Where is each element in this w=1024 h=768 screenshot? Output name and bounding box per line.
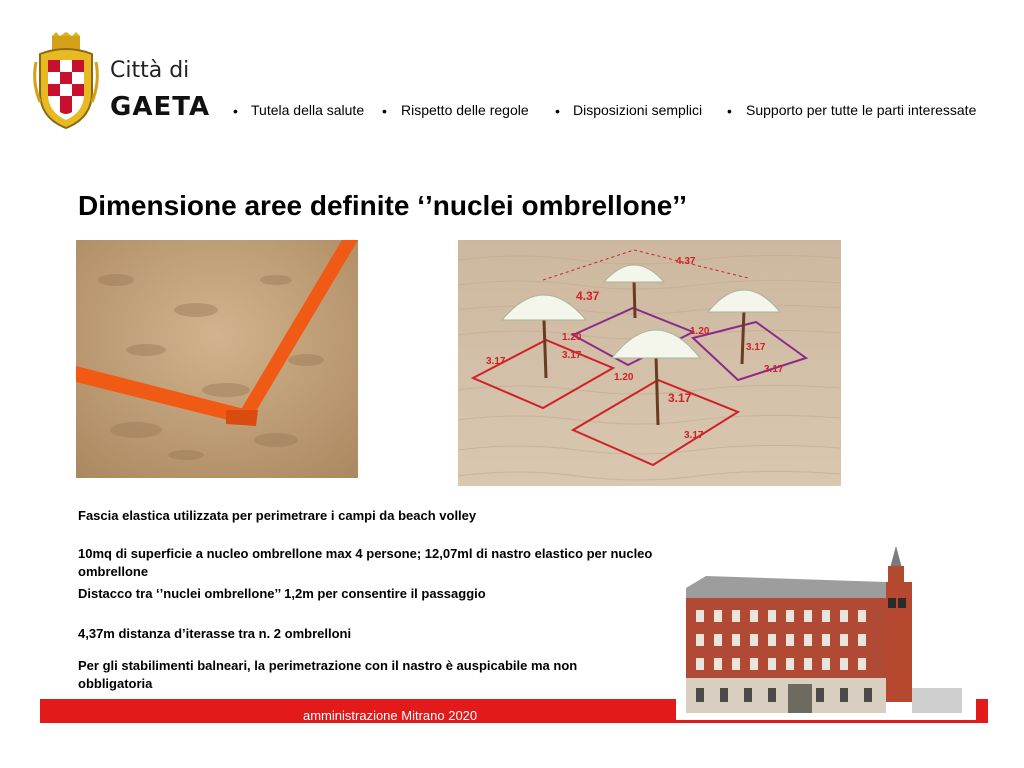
nav-item-tutela: Tutela della salute [251,102,365,118]
nav-item-disposizioni: Disposizioni semplici [573,102,703,118]
gap-label: 1.20 [614,372,634,383]
umbrella-layout-diagram [458,240,841,486]
gap-label: 1.20 [690,326,710,337]
side-label: 3.17 [746,342,766,353]
nav-item-rispetto: Rispetto delle regole [401,102,529,118]
side-label: 3.17 [562,350,582,361]
distance-label: 4.37 [576,289,600,303]
side-label: 3.17 [684,430,704,441]
paragraph-surface: 10mq di superficie a nucleo ombrellone max 4 persone; 12,07ml di nastro elastico per nucleo ombrellone [78,546,653,579]
gap-label: 1.20 [562,332,582,343]
distance-label: 4.37 [676,256,696,267]
beach-tape-photo [76,240,358,478]
city-label: Città di [110,58,190,83]
paragraph-bathing-establishments: Per gli stabilimenti balneari, la perimetrazione con il nastro è auspicabile ma non obbligatoria [78,658,578,691]
side-label: 3.17 [486,356,506,367]
bullet-icon: • [555,103,560,119]
side-label: 3.17 [764,364,784,375]
bullet-icon: • [233,103,238,119]
paragraph-distance: Distacco tra ‘’nuclei ombrellone’’ 1,2m per consentire il passaggio [78,586,486,601]
paragraph-interaxis: 4,37m distanza d’iterasse tra n. 2 ombrelloni [78,626,352,641]
side-label: 3.17 [668,391,692,405]
paragraph-tape: Fascia elastica utilizzata per perimetrare i campi da beach volley [78,508,477,523]
town-hall-photo [676,538,976,720]
bullet-icon: • [382,103,387,119]
city-name: GAETA [110,92,211,122]
bullet-icon: • [727,103,732,119]
footer-text: amministrazione Mitrano 2020 [303,708,478,723]
nav-item-supporto: Supporto per tutte le parti interessate [746,102,977,118]
page-title: Dimensione aree definite ‘’nuclei ombrellone’’ [78,190,687,221]
gaeta-coat-of-arms-logo [30,32,102,132]
